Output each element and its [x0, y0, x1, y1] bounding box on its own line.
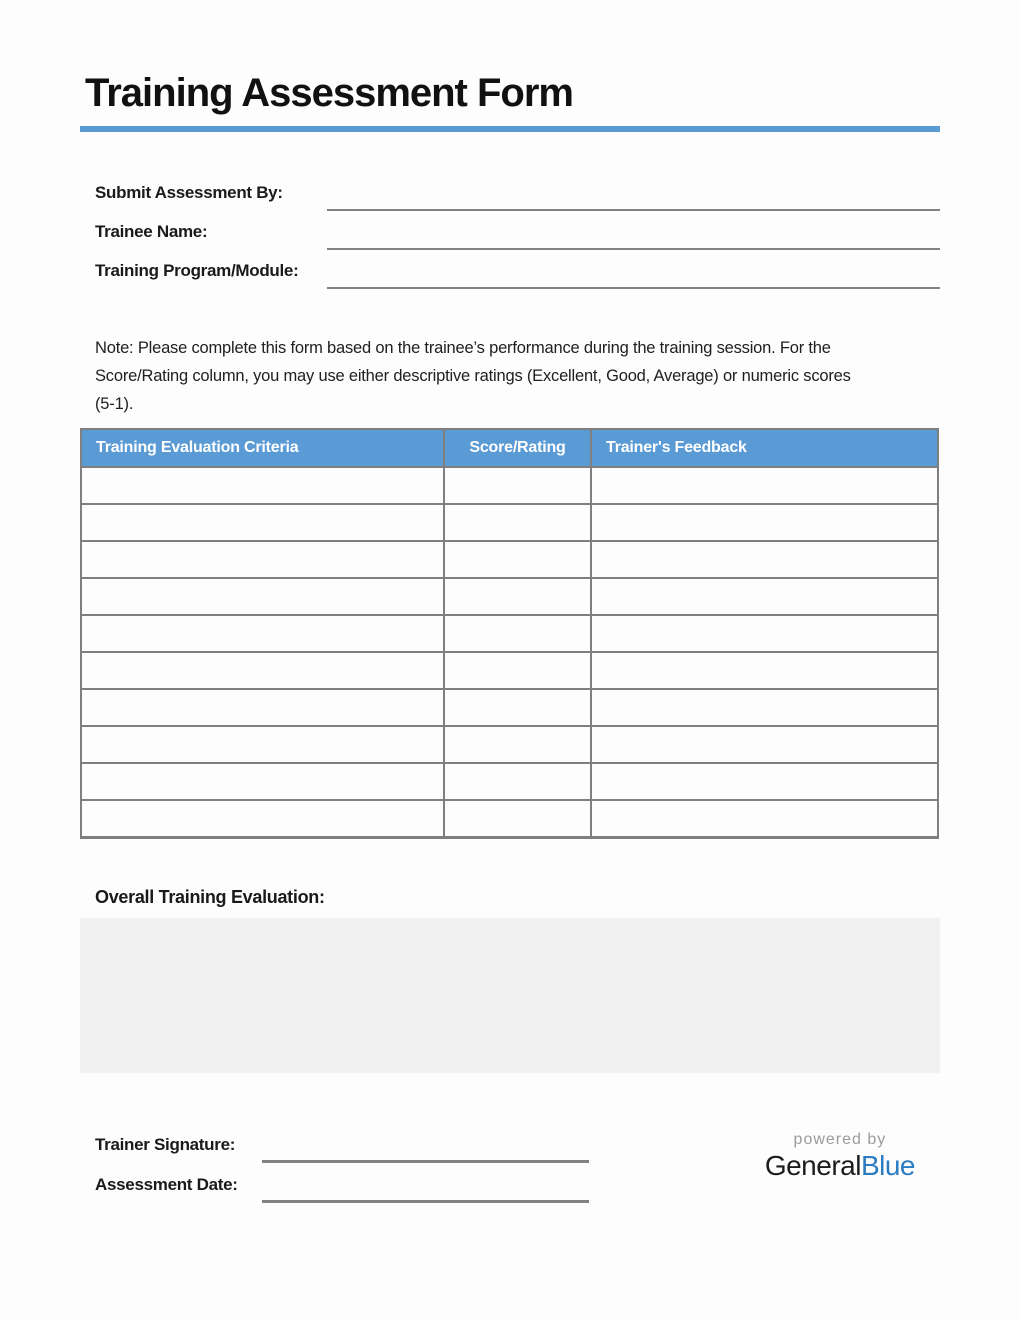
note-line-2: Score/Rating column, you may use either descriptive ratings (Excellent, Good, Average) or numeric scores	[95, 367, 851, 385]
training-program-label: Training Program/Module:	[95, 261, 299, 280]
submit-assessment-by-input[interactable]	[327, 181, 940, 211]
table-cell[interactable]	[591, 541, 938, 578]
table-cell[interactable]	[444, 800, 591, 837]
training-program-input[interactable]	[327, 259, 940, 289]
evaluation-table	[80, 428, 939, 839]
table-row	[81, 726, 938, 763]
table-cell[interactable]	[81, 800, 444, 837]
table-row	[81, 578, 938, 615]
note-line-3: (5-1).	[95, 395, 134, 413]
trainer-signature-label: Trainer Signature:	[95, 1134, 236, 1154]
overall-evaluation-textarea[interactable]	[80, 918, 940, 1073]
table-cell[interactable]	[444, 541, 591, 578]
field-row-assessment-date	[80, 1163, 640, 1203]
table-cell[interactable]	[591, 652, 938, 689]
table-cell[interactable]	[591, 689, 938, 726]
column-header-criteria: Training Evaluation Criteria	[81, 429, 444, 467]
brand-name-blue: Blue	[860, 1149, 915, 1181]
table-cell[interactable]	[591, 504, 938, 541]
table-cell[interactable]	[444, 726, 591, 763]
table-row	[81, 689, 938, 726]
assessment-date-input[interactable]	[262, 1173, 589, 1203]
instruction-note	[80, 334, 940, 418]
table-cell[interactable]	[81, 763, 444, 800]
table-cell[interactable]	[444, 467, 591, 504]
trainer-signature-input[interactable]	[262, 1133, 589, 1163]
table-cell[interactable]	[591, 615, 938, 652]
table-cell[interactable]	[81, 652, 444, 689]
table-cell[interactable]	[81, 467, 444, 504]
field-row-training-program	[80, 250, 940, 289]
powered-by-text: powered by	[793, 1130, 887, 1148]
table-cell[interactable]	[444, 578, 591, 615]
table-cell[interactable]	[81, 726, 444, 763]
signature-block	[80, 1123, 640, 1203]
note-line-1: Note: Please complete this form based on the trainee’s performance during the training session. For the	[95, 339, 831, 357]
table-cell[interactable]	[444, 763, 591, 800]
table-cell[interactable]	[444, 652, 591, 689]
table-cell[interactable]	[444, 504, 591, 541]
trainee-name-label: Trainee Name:	[95, 222, 208, 241]
general-blue-logo	[765, 1131, 915, 1182]
column-header-trainer-feedback: Trainer's Feedback	[591, 429, 938, 467]
field-row-trainee-name	[80, 211, 940, 250]
submit-assessment-by-label: Submit Assessment By:	[95, 183, 283, 202]
table-row	[81, 652, 938, 689]
trainee-name-input[interactable]	[327, 220, 940, 250]
table-cell[interactable]	[81, 541, 444, 578]
title-accent-rule	[80, 126, 940, 132]
table-cell[interactable]	[81, 689, 444, 726]
table-cell[interactable]	[81, 615, 444, 652]
table-cell[interactable]	[591, 763, 938, 800]
table-header-row	[81, 429, 938, 467]
table-cell[interactable]	[591, 800, 938, 837]
table-cell[interactable]	[81, 578, 444, 615]
column-header-score-rating: Score/Rating	[444, 429, 591, 467]
table-row	[81, 541, 938, 578]
page-title: Training Assessment Form	[85, 71, 573, 115]
assessment-date-label: Assessment Date:	[95, 1174, 238, 1194]
brand-name	[765, 1151, 915, 1182]
table-row	[81, 467, 938, 504]
field-row-trainer-signature	[80, 1123, 640, 1163]
field-row-submit-assessment-by	[80, 172, 940, 211]
table-cell[interactable]	[444, 615, 591, 652]
table-cell[interactable]	[591, 578, 938, 615]
table-cell[interactable]	[591, 726, 938, 763]
header-fields	[80, 172, 940, 289]
footer-section	[80, 1123, 940, 1203]
overall-evaluation-label: Overall Training Evaluation:	[95, 886, 325, 907]
table-row	[81, 504, 938, 541]
table-cell[interactable]	[444, 689, 591, 726]
table-row	[81, 615, 938, 652]
table-cell[interactable]	[591, 467, 938, 504]
table-row	[81, 763, 938, 800]
table-cell[interactable]	[81, 504, 444, 541]
table-row	[81, 800, 938, 837]
brand-name-general: General	[764, 1149, 861, 1181]
